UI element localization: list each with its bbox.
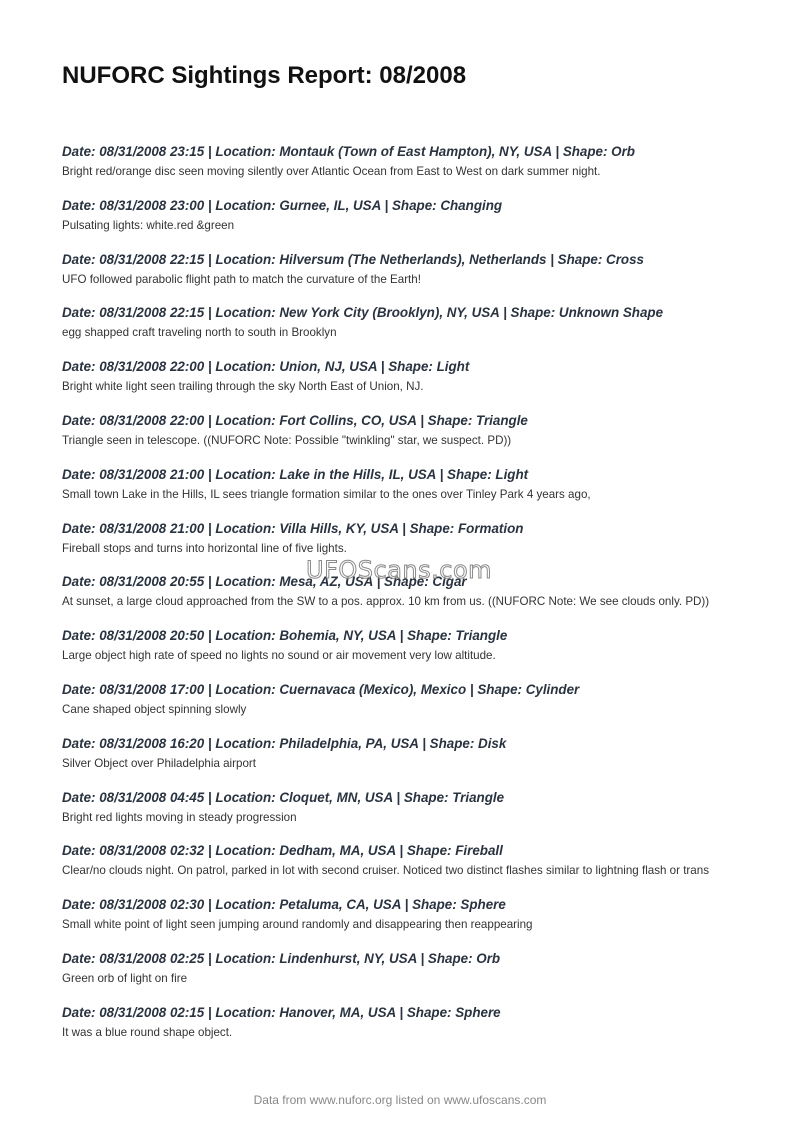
- sighting-description: Silver Object over Philadelphia airport: [62, 756, 256, 770]
- sighting-description: Pulsating lights: white.red &green: [62, 218, 235, 232]
- sighting-header: Date: 08/31/2008 20:50 | Location: Bohemia, NY, USA | Shape: Triangle: [62, 628, 508, 644]
- page-title: NUFORC Sightings Report: 08/2008: [62, 62, 467, 89]
- sighting-description: Bright white light seen trailing through the sky North East of Union, NJ.: [62, 380, 424, 394]
- sighting-entry: [62, 197, 782, 251]
- sighting-description: It was a blue round shape object.: [62, 1025, 233, 1039]
- sighting-header: Date: 08/31/2008 04:45 | Location: Cloquet, MN, USA | Shape: Triangle: [62, 789, 505, 805]
- sighting-header: Date: 08/31/2008 17:00 | Location: Cuernavaca (Mexico), Mexico | Shape: Cylinder: [62, 681, 580, 697]
- sighting-entry: [62, 842, 782, 896]
- sightings-list: [62, 143, 782, 1058]
- sighting-header: Date: 08/31/2008 23:15 | Location: Montauk (Town of East Hampton), NY, USA | Shape: Orb: [62, 144, 635, 159]
- sighting-entry: [62, 251, 782, 305]
- sighting-description: Fireball stops and turns into horizontal line of five lights.: [62, 541, 347, 555]
- sighting-header: Date: 08/31/2008 02:32 | Location: Dedham, MA, USA | Shape: Fireball: [62, 843, 503, 859]
- sighting-description: Small town Lake in the Hills, IL sees triangle formation similar to the ones over Tinley Park 4 years ago,: [62, 487, 591, 501]
- sighting-header: Date: 08/31/2008 21:00 | Location: Villa Hills, KY, USA | Shape: Formation: [62, 520, 524, 536]
- sighting-header: Date: 08/31/2008 22:15 | Location: New York City (Brooklyn), NY, USA | Shape: Unknown Shape: [62, 305, 664, 321]
- sighting-entry: [62, 304, 782, 358]
- sighting-header: Date: 08/31/2008 02:25 | Location: Lindenhurst, NY, USA | Shape: Orb: [62, 950, 501, 966]
- sighting-description: Clear/no clouds night. On patrol, parked in lot with second cruiser. Noticed two distinct flashes similar to lightning flash or trans: [62, 864, 709, 878]
- sighting-header: Date: 08/31/2008 22:00 | Location: Union, NJ, USA | Shape: Light: [62, 359, 470, 375]
- sighting-entry: [62, 143, 782, 197]
- sighting-entry: [62, 789, 782, 843]
- sighting-header: Date: 08/31/2008 20:55 | Location: Mesa, AZ, USA | Shape: Cigar: [62, 574, 467, 590]
- sighting-header: Date: 08/31/2008 23:00 | Location: Gurnee, IL, USA | Shape: Changing: [62, 197, 503, 213]
- sighting-description: Green orb of light on fire: [62, 971, 188, 985]
- sighting-description: egg shapped craft traveling north to south in Brooklyn: [62, 326, 337, 340]
- sighting-entry: [62, 573, 782, 627]
- sighting-description: Large object high rate of speed no lights no sound or air movement very low altitude.: [62, 649, 496, 663]
- page-footer: Data from www.nuforc.org listed on www.ufoscans.com: [253, 1093, 547, 1107]
- sighting-entry: [62, 896, 782, 950]
- sighting-entry: [62, 681, 782, 735]
- sighting-entry: [62, 520, 782, 574]
- sighting-description: Triangle seen in telescope. ((NUFORC Note: Possible "twinkling" star, we suspect. PD)): [62, 433, 512, 447]
- sighting-header: Date: 08/31/2008 02:30 | Location: Petaluma, CA, USA | Shape: Sphere: [62, 897, 506, 913]
- sighting-header: Date: 08/31/2008 22:00 | Location: Fort Collins, CO, USA | Shape: Triangle: [62, 412, 528, 428]
- sighting-entry: [62, 735, 782, 789]
- sighting-description: Bright red/orange disc seen moving silently over Atlantic Ocean from East to West on dark summer night.: [62, 165, 601, 178]
- sighting-entry: [62, 412, 782, 466]
- sighting-description: UFO followed parabolic flight path to match the curvature of the Earth!: [62, 272, 421, 286]
- sighting-entry: [62, 950, 782, 1004]
- sighting-entry: [62, 358, 782, 412]
- sighting-description: Cane shaped object spinning slowly: [62, 702, 247, 716]
- watermark-logo: UFOScans.com: [306, 556, 492, 584]
- sighting-description: Small white point of light seen jumping around randomly and disappearing then reappearing: [62, 918, 533, 932]
- sighting-header: Date: 08/31/2008 16:20 | Location: Philadelphia, PA, USA | Shape: Disk: [62, 735, 507, 751]
- sighting-entry: [62, 1004, 782, 1058]
- sighting-description: At sunset, a large cloud approached from the SW to a pos. approx. 10 km from us. ((NUFORC Note: We see clouds only. PD)): [62, 595, 710, 609]
- sighting-header: Date: 08/31/2008 02:15 | Location: Hanover, MA, USA | Shape: Sphere: [62, 1004, 501, 1020]
- sighting-header: Date: 08/31/2008 21:00 | Location: Lake in the Hills, IL, USA | Shape: Light: [62, 466, 529, 482]
- sighting-entry: [62, 466, 782, 520]
- sighting-entry: [62, 627, 782, 681]
- sighting-header: Date: 08/31/2008 22:15 | Location: Hilversum (The Netherlands), Netherlands | Shape: Cross: [62, 251, 644, 267]
- sighting-description: Bright red lights moving in steady progression: [62, 810, 297, 824]
